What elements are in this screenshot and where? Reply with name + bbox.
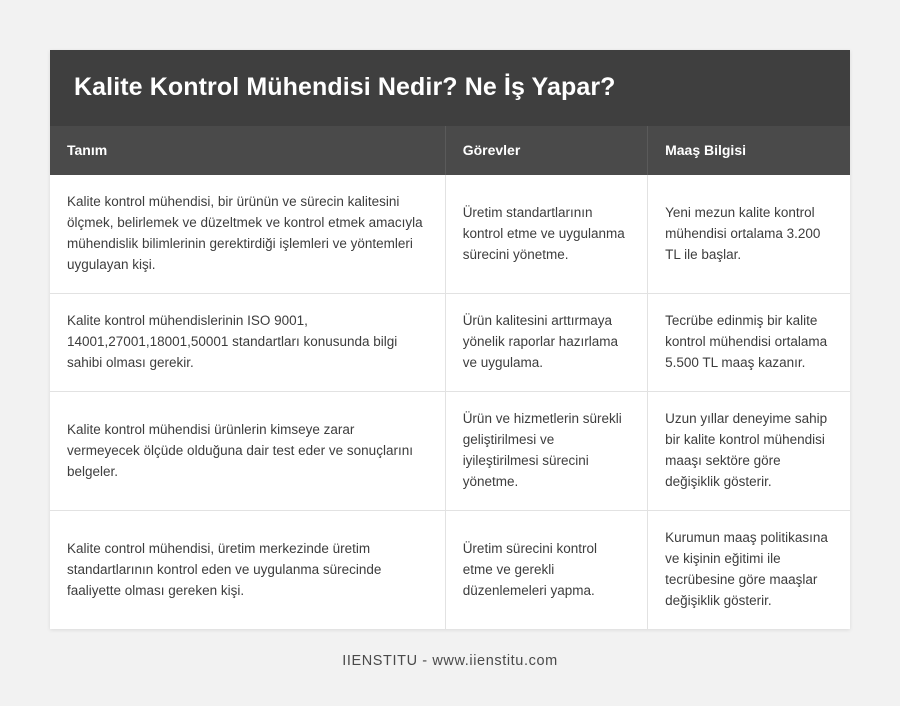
- table-row: [50, 392, 850, 511]
- cell-maas: Tecrübe edinmiş bir kalite kontrol mühendisi ortalama 5.500 TL maaş kazanır.: [648, 294, 850, 392]
- table-body: [50, 175, 850, 629]
- cell-gorevler: Üretim sürecini kontrol etme ve gerekli düzenlemeleri yapma.: [445, 511, 647, 630]
- content-card: [50, 50, 850, 629]
- table-row: [50, 511, 850, 630]
- cell-tanim: Kalite kontrol mühendislerinin ISO 9001, 14001,27001,18001,50001 standartları konusunda bilgi sahibi olması gerekir.: [50, 294, 445, 392]
- cell-gorevler: Üretim standartlarının kontrol etme ve uygulanma sürecini yönetme.: [445, 175, 647, 294]
- cell-maas: Uzun yıllar deneyime sahip bir kalite kontrol mühendisi maaşı sektöre göre değişiklik gösterir.: [648, 392, 850, 511]
- title-bar: [50, 50, 850, 126]
- cell-gorevler: Ürün ve hizmetlerin sürekli geliştirilmesi ve iyileştirilmesi sürecini yönetme.: [445, 392, 647, 511]
- cell-tanim: Kalite kontrol mühendisi ürünlerin kimseye zarar vermeyecek ölçüde olduğuna dair test eder ve sonuçlarını belgeler.: [50, 392, 445, 511]
- table-row: [50, 175, 850, 294]
- column-header-tanim: Tanım: [50, 126, 445, 175]
- cell-tanim: Kalite control mühendisi, üretim merkezinde üretim standartlarının kontrol eden ve uygulanma sürecinde faaliyette olması gereken kişi.: [50, 511, 445, 630]
- cell-maas: Kurumun maaş politikasına ve kişinin eğitimi ile tecrübesine göre maaşlar değişiklik gösterir.: [648, 511, 850, 630]
- cell-gorevler: Ürün kalitesini arttırmaya yönelik raporlar hazırlama ve uygulama.: [445, 294, 647, 392]
- info-table: [50, 126, 850, 629]
- page-title: Kalite Kontrol Mühendisi Nedir? Ne İş Yapar?: [74, 73, 616, 101]
- cell-tanim: Kalite kontrol mühendisi, bir ürünün ve sürecin kalitesini ölçmek, belirlemek ve düzeltmek ve kontrol etmek amacıyla mühendislik bilimlerinin gerektirdiği işlemleri ve yöntemleri uygulayan kişi.: [50, 175, 445, 294]
- table-header: [50, 126, 850, 175]
- footer-attribution: IIENSTITU - www.iienstitu.com: [342, 653, 558, 669]
- column-header-maas: Maaş Bilgisi: [648, 126, 850, 175]
- table-row: [50, 294, 850, 392]
- table-header-row: [50, 126, 850, 175]
- cell-maas: Yeni mezun kalite kontrol mühendisi ortalama 3.200 TL ile başlar.: [648, 175, 850, 294]
- column-header-gorevler: Görevler: [445, 126, 647, 175]
